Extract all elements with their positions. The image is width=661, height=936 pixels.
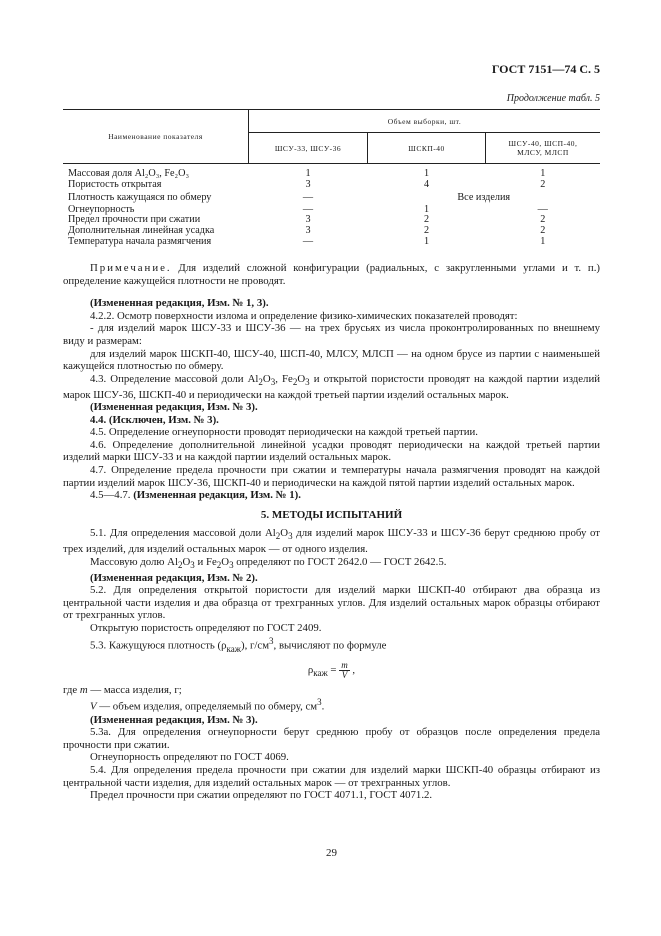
sample-size-table — [63, 109, 600, 248]
document-body — [63, 262, 600, 802]
table-continuation: Продолжение табл. 5 — [506, 93, 600, 104]
text: . — [321, 701, 325, 714]
formula-numerator: m — [341, 659, 348, 670]
subscript: 2 — [292, 376, 298, 387]
formula-denominator: V — [341, 669, 348, 680]
col-header-group: Объем выборки, шт. — [249, 110, 601, 133]
subscript: 2 — [275, 531, 281, 542]
cell: 1 — [540, 168, 546, 179]
superscript: 3 — [269, 635, 274, 646]
table-row — [63, 180, 600, 191]
text: (Измененная редакция, Изм. № 1). — [133, 489, 301, 502]
cell: 3 — [305, 178, 311, 190]
cell: — — [302, 191, 314, 203]
var-m: m — [79, 683, 88, 696]
cell: 2 — [540, 178, 546, 190]
table-row — [63, 237, 600, 248]
row-label: Температура начала размягчения — [68, 235, 212, 247]
text: , вычисляют по формуле — [273, 639, 387, 652]
paragraph: Открытую пористость определяют по ГОСТ 2409. — [90, 621, 322, 634]
text: где — [63, 683, 80, 696]
text: — масса изделия, г; — [87, 683, 182, 696]
text: для изделий марок ШСУ-33 и ШСУ-36 берут среднюю пробу от трех изделий, для изделий остальных марок — от одного изделия. — [63, 527, 600, 556]
subscript: 3 — [305, 376, 310, 387]
page-number: 29 — [326, 847, 337, 859]
cell: 1 — [540, 235, 546, 247]
paragraph: - для изделий марок ШСУ-33 и ШСУ-36 — на трех брусьях из числа проконтролированных по внешнему виду и размерам: — [63, 322, 600, 347]
cell: 2 — [540, 225, 546, 237]
subscript: 3 — [229, 559, 234, 570]
cell: 1 — [423, 168, 430, 179]
cell: 4 — [423, 178, 430, 190]
text: O — [262, 372, 271, 385]
row-label: Предел прочности при сжатии — [68, 214, 201, 226]
amendment-note: (Измененная редакция, Изм. № 2). — [90, 571, 258, 584]
text: 5.1. Для определения массовой доли Al — [90, 527, 276, 540]
text: , Fe — [275, 372, 293, 385]
col-header-name: Наименование показателя — [63, 110, 249, 164]
cell: 3 — [305, 214, 311, 226]
paragraph-4-3 — [63, 373, 600, 401]
cell: 3 — [305, 225, 311, 237]
cell: 2 — [423, 225, 430, 237]
formula-equals: = — [327, 663, 340, 676]
formula-end: , — [349, 663, 356, 676]
cell: 2 — [540, 214, 546, 226]
subscript: 3 — [270, 376, 276, 387]
paragraph-5-2: 5.2. Для определения открытой пористости для изделий марки ШСКП-40 отбирают два образца из центральной части изделия и два образца от трехгранных углов. Для изделий остальных марок образцы отбирают от трехгранных углов. — [63, 584, 600, 622]
amendment-note: (Измененная редакция, Изм. № 1, 3). — [90, 297, 269, 310]
text: 4.3. Определение массовой доли Al — [90, 372, 259, 385]
text: O — [221, 555, 230, 568]
col-header-other-line2: МЛСУ, МЛСП — [517, 148, 569, 157]
text: и Fe — [194, 555, 217, 568]
superscript: 3 — [317, 697, 322, 708]
table-row — [63, 164, 600, 180]
subscript: 2 — [258, 376, 263, 387]
subscript: каж — [226, 643, 241, 654]
subscript: 2 — [216, 559, 222, 570]
formula-rho: ρ — [307, 663, 314, 676]
col-header-shsu: ШСУ-33, ШСУ-36 — [249, 133, 368, 164]
paragraph-4-2-2: 4.2.2. Осмотр поверхности излома и определение физико-химических показателей проводят: — [90, 309, 518, 322]
paragraph-4-5: 4.5. Определение огнеупорности проводят периодически на каждой третьей партии. — [90, 426, 478, 439]
text: O — [280, 527, 289, 540]
formula-fraction — [339, 661, 350, 680]
paragraph-4-7: 4.7. Определение предела прочности при сжатии и температуры начала размягчения проводят на каждой партии изделий марок ШСУ-36, ШСКП-40 и периодически на каждой пятой партии изделий остальных марок. — [63, 464, 600, 489]
col-header-other — [486, 133, 601, 164]
cell: — — [302, 203, 314, 215]
paragraph-5-4: 5.4. Для определения предела прочности при сжатии для изделий марки ШСКП-40 образцы отбирают из центральной части изделия, для изделий остальных марок — от трехгранных углов. — [63, 764, 600, 789]
text: 5.3. Кажущуюся плотность (ρ — [90, 639, 227, 652]
formula-legend — [63, 684, 600, 697]
paragraph-5-3 — [63, 635, 600, 655]
text: O — [182, 555, 191, 568]
cell: — — [537, 203, 548, 215]
col-header-shskp: ШСКП-40 — [368, 133, 486, 164]
formula-legend — [63, 696, 600, 713]
table-row — [63, 191, 600, 205]
amendment-note — [63, 489, 600, 502]
paragraph: Огнеупорность определяют по ГОСТ 4069. — [90, 751, 289, 764]
var-v: V — [90, 701, 97, 714]
subscript: 3 — [190, 559, 195, 570]
amendment-note: (Измененная редакция, Изм. № 3). — [90, 401, 258, 414]
row-label: Пористость открытая — [68, 178, 162, 190]
paragraph-4-6: 4.6. Определение дополнительной линейной усадки проводят периодически на каждой третьей партии изделий марки ШСУ-33 и на каждой партии изделий остальных марок. — [63, 438, 600, 464]
section-title: 5. МЕТОДЫ ИСПЫТАНИЙ — [260, 508, 403, 521]
formula-subscript: каж — [313, 667, 328, 678]
text: Массовую долю Al — [90, 555, 178, 568]
paragraph: Предел прочности при сжатии определяют по ГОСТ 4071.1, ГОСТ 4071.2. — [90, 789, 433, 802]
text: определяют по ГОСТ 2642.0 — ГОСТ 2642.5. — [233, 555, 447, 568]
text: 4.5—4.7. — [90, 489, 134, 502]
cell: 2 — [423, 214, 430, 226]
cell-all-products: Все изделия — [457, 191, 511, 203]
note-text: Для изделий сложной конфигурации (радиальных, с закругленными углами и т. п.) определение кажущейся плотности не проводят. — [63, 262, 600, 287]
density-formula — [63, 661, 600, 680]
paragraph: для изделий марок ШСКП-40, ШСУ-40, ШСП-40, МЛСУ, МЛСП — на одном брусе из партии с наименьшей кажущейся плотностью по обмеру. — [63, 347, 600, 373]
amendment-note: (Измененная редакция, Изм. № 3). — [90, 713, 258, 726]
text: O — [297, 372, 306, 385]
page-header: ГОСТ 7151—74 С. 5 — [491, 62, 600, 76]
paragraph-5-1 — [63, 527, 600, 555]
subscript: 2 — [177, 559, 183, 570]
paragraph-4-4: 4.4. (Исключен, Изм. № 3). — [90, 413, 219, 426]
subscript: 3 — [288, 531, 293, 542]
table-note — [63, 262, 600, 287]
cell: 1 — [423, 203, 430, 215]
row-label: Массовая доля Al₂O₃, Fe₂O₃ — [68, 168, 189, 179]
col-header-other-line1: ШСУ-40, ШСП-40, — [508, 139, 578, 148]
text: и открытой пористости проводят на каждой партии изделий марок ШСУ-36, ШСКП-40 и периодически на каждой третьей партии изделий остальных марок. — [63, 372, 600, 401]
text: — объем изделия, определяемый по обмеру, см — [96, 701, 318, 714]
note-label: Примечание. — [90, 262, 172, 274]
cell: 1 — [423, 235, 430, 247]
cell: 1 — [305, 168, 311, 179]
paragraph-5-3a: 5.3а. Для определения огнеупорности берут среднюю пробу от образцов после определения предела прочности при сжатии. — [63, 726, 600, 751]
row-label: Плотность кажущаяся по обмеру — [68, 191, 212, 203]
text: ), г/см — [241, 639, 270, 652]
cell: — — [302, 235, 314, 247]
row-label: Огнеупорность — [68, 203, 135, 215]
row-label: Дополнительная линейная усадка — [68, 225, 215, 237]
paragraph — [63, 556, 600, 572]
